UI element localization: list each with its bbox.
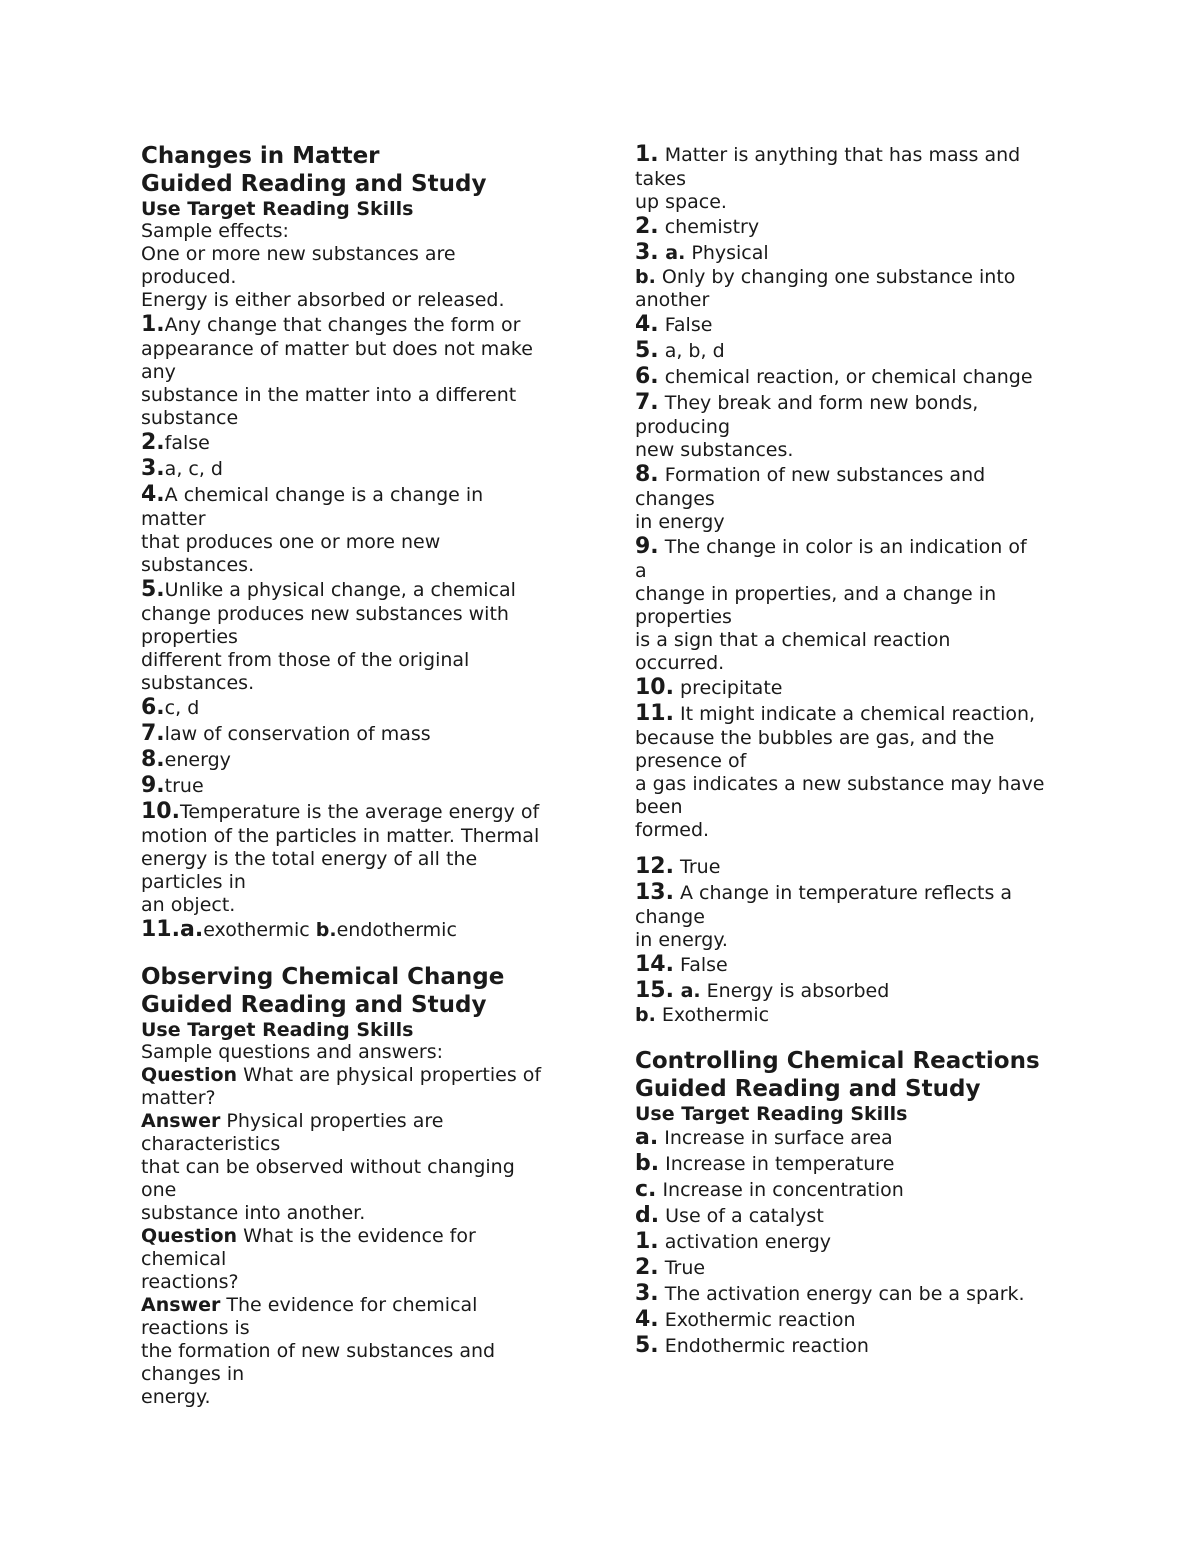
part-label: a.	[179, 917, 204, 942]
question-text: chemical	[141, 1248, 227, 1270]
answer-text: properties	[141, 626, 238, 648]
item-label: 1.	[635, 1229, 659, 1254]
answer-text: change in properties, and a change in	[635, 583, 997, 605]
answer-text: substance in the matter into a different	[141, 384, 517, 406]
answer-number: 11.	[635, 701, 674, 726]
part-label: b.	[635, 1004, 656, 1026]
answer-text: in energy	[635, 511, 725, 533]
section-title: Observing Chemical Change	[141, 964, 505, 990]
answer-label: Answer	[141, 1294, 221, 1316]
answer-text: that produces one or more new	[141, 531, 441, 553]
answer-number: 15.	[635, 978, 674, 1003]
answer-15	[635, 978, 1075, 1004]
answer-7	[141, 721, 581, 747]
skill-heading: Use Target Reading Skills	[635, 1103, 908, 1125]
answer-text: False	[673, 954, 728, 976]
item-text: Endothermic reaction	[658, 1335, 869, 1357]
item-label: 2.	[635, 1255, 659, 1280]
answer-text: true	[164, 775, 204, 797]
list-item	[635, 1255, 1075, 1281]
item-label: a.	[635, 1125, 659, 1150]
spacer	[635, 1027, 1075, 1047]
answer-text: Only by changing one substance into	[655, 266, 1016, 288]
section-title: Changes in Matter	[141, 143, 380, 169]
answer-text: Physical	[685, 242, 769, 264]
answer-text: c, d	[164, 697, 200, 719]
answer-text: Physical properties are	[220, 1110, 444, 1132]
answer-text: It might indicate a chemical reaction,	[673, 703, 1036, 725]
list-item	[635, 1333, 1075, 1359]
answer-text: that can be observed without changing	[141, 1156, 515, 1178]
answer-text: False	[658, 314, 713, 336]
question-label: Question	[141, 1064, 238, 1086]
answer-text: because the bubbles are gas, and the	[635, 727, 995, 749]
answer-12	[635, 854, 1075, 880]
answer-2	[141, 430, 581, 456]
item-text: Increase in temperature	[659, 1153, 895, 1175]
answer-6	[635, 364, 1075, 390]
answer-text: changes in	[141, 1363, 245, 1385]
skill-heading: Use Target Reading Skills	[141, 1019, 414, 1041]
item-text: Increase in surface area	[658, 1127, 893, 1149]
answer-text: occurred.	[635, 652, 725, 674]
answer-number: 4.	[635, 312, 659, 337]
item-text: Use of a catalyst	[659, 1205, 824, 1227]
item-text: Exothermic reaction	[658, 1309, 856, 1331]
question-text: What are physical properties of	[237, 1064, 542, 1086]
answer-text: precipitate	[673, 677, 783, 699]
answer-number: 6.	[141, 695, 165, 720]
intro-line: Sample effects:	[141, 220, 289, 242]
answer-4	[141, 482, 581, 508]
answer-text: They break and form new bonds,	[658, 392, 979, 414]
question-text: matter?	[141, 1087, 216, 1109]
list-item	[635, 1281, 1075, 1307]
answer-text: change produces new substances with	[141, 603, 509, 625]
answer-4	[635, 312, 1075, 338]
answer-number: 11.	[141, 917, 180, 942]
answer-number: 3.	[141, 456, 165, 481]
question-text: reactions?	[141, 1271, 239, 1293]
intro-line: Energy is either absorbed or released.	[141, 289, 505, 311]
answer-number: 7.	[635, 390, 659, 415]
item-label: c.	[635, 1177, 657, 1202]
part-label: b.	[315, 919, 337, 941]
answer-text: substances.	[141, 672, 255, 694]
answer-number: 9.	[635, 534, 659, 559]
list-item	[635, 1203, 1075, 1229]
answer-11	[141, 917, 581, 943]
intro-line: Sample questions and answers:	[141, 1041, 444, 1063]
answer-text: substance	[141, 407, 239, 429]
answer-text: substance into another.	[141, 1202, 366, 1224]
item-label: 5.	[635, 1333, 659, 1358]
answer-text: chemical reaction, or chemical change	[658, 366, 1033, 388]
answer-text: reactions is	[141, 1317, 250, 1339]
answer-text: any	[141, 361, 176, 383]
list-item	[635, 1151, 1075, 1177]
item-label: b.	[635, 1151, 660, 1176]
answer-text: Unlike a physical change, a chemical	[164, 579, 516, 601]
answer-9	[635, 534, 1075, 560]
answer-text: new substances.	[635, 439, 794, 461]
list-item	[635, 1177, 1075, 1203]
answer-text: characteristics	[141, 1133, 281, 1155]
answer-text: another	[635, 289, 710, 311]
answer-text: motion of the particles in matter. Thermal	[141, 825, 540, 847]
answer-text: up space.	[635, 191, 727, 213]
intro-line: produced.	[141, 266, 237, 288]
part-label: a.	[673, 980, 701, 1002]
answer-8	[141, 747, 581, 773]
answer-text: law of conservation of mass	[164, 723, 431, 745]
spacer	[141, 943, 581, 963]
answer-number: 8.	[141, 747, 165, 772]
answer-part-b	[635, 266, 1075, 289]
answer-7	[635, 390, 1075, 416]
section-title: Controlling Chemical Reactions	[635, 1048, 1040, 1074]
answer-number: 2.	[635, 214, 659, 239]
answer-text: an object.	[141, 894, 236, 916]
answer-text: a, c, d	[164, 458, 223, 480]
section-subtitle: Guided Reading and Study	[141, 992, 487, 1018]
answer-text: matter	[141, 508, 206, 530]
answer-3	[635, 240, 1075, 266]
item-text: The activation energy can be a spark.	[658, 1283, 1025, 1305]
answer-text: properties	[635, 606, 732, 628]
right-column	[635, 142, 1075, 1359]
answer-number: 8.	[635, 462, 659, 487]
answer-number: 4.	[141, 482, 165, 507]
item-text: Increase in concentration	[656, 1179, 904, 1201]
answer-number: 7.	[141, 721, 165, 746]
answer-text: formed.	[635, 819, 710, 841]
answer-11	[635, 701, 1075, 727]
answer-9	[141, 773, 581, 799]
list-item	[635, 1307, 1075, 1333]
answer-number: 14.	[635, 952, 674, 977]
answer-text: one	[141, 1179, 177, 1201]
question-label: Question	[141, 1225, 238, 1247]
part-label: a.	[658, 242, 686, 264]
answer-number: 6.	[635, 364, 659, 389]
intro-line: One or more new substances are	[141, 243, 456, 265]
part-label: b.	[635, 266, 656, 288]
answer-number: 1.	[635, 142, 659, 167]
answer-text: True	[673, 856, 721, 878]
answer-text: appearance of matter but does not make	[141, 338, 533, 360]
answer-10	[635, 675, 1075, 701]
item-label: 4.	[635, 1307, 659, 1332]
answer-2	[635, 214, 1075, 240]
answer-text: false	[164, 432, 210, 454]
question-line	[141, 1225, 581, 1248]
answer-text: Exothermic	[655, 1004, 770, 1026]
answer-text: presence of	[635, 750, 747, 772]
answer-text: exothermic	[203, 919, 316, 941]
answer-number: 10.	[635, 675, 674, 700]
answer-text: is a sign that a chemical reaction	[635, 629, 951, 651]
answer-text: The evidence for chemical	[220, 1294, 478, 1316]
answer-text: Formation of new substances and	[658, 464, 986, 486]
answer-text: energy.	[141, 1386, 211, 1408]
answer-number: 5.	[141, 577, 165, 602]
item-text: activation energy	[658, 1231, 832, 1253]
answer-line	[141, 1110, 581, 1133]
list-item	[635, 1229, 1075, 1255]
answer-text: changes	[635, 488, 715, 510]
item-label: d.	[635, 1203, 660, 1228]
answer-text: Temperature is the average energy of	[179, 801, 540, 823]
answer-text: energy	[164, 749, 231, 771]
question-text: What is the evidence for	[237, 1225, 476, 1247]
question-line	[141, 1064, 581, 1087]
answer-text: A chemical change is a change in	[164, 484, 484, 506]
answer-text: particles in	[141, 871, 246, 893]
answer-text: endothermic	[336, 919, 457, 941]
answer-14	[635, 952, 1075, 978]
left-column	[141, 142, 581, 1409]
answer-text: Matter is anything that has mass and	[658, 144, 1021, 166]
answer-1	[635, 142, 1075, 168]
answer-number: 1.	[141, 312, 165, 337]
item-text: True	[658, 1257, 706, 1279]
list-item	[635, 1125, 1075, 1151]
answer-number: 9.	[141, 773, 165, 798]
answer-5	[635, 338, 1075, 364]
answer-10	[141, 799, 581, 825]
answer-text: substances.	[141, 554, 255, 576]
answer-number: 5.	[635, 338, 659, 363]
answer-text: a	[635, 560, 647, 582]
answer-number: 12.	[635, 854, 674, 879]
answer-part-b	[635, 1004, 1075, 1027]
answer-5	[141, 577, 581, 603]
answer-text: in energy.	[635, 929, 728, 951]
answer-8	[635, 462, 1075, 488]
spacer	[635, 842, 1075, 854]
skill-heading: Use Target Reading Skills	[141, 198, 414, 220]
answer-text: a gas indicates a new substance may have	[635, 773, 1045, 795]
answer-number: 2.	[141, 430, 165, 455]
item-label: 3.	[635, 1281, 659, 1306]
answer-line	[141, 1294, 581, 1317]
answer-text: Energy is absorbed	[700, 980, 890, 1002]
answer-6	[141, 695, 581, 721]
section-subtitle: Guided Reading and Study	[141, 171, 487, 197]
answer-text: been	[635, 796, 683, 818]
answer-text: change	[635, 906, 705, 928]
answer-3	[141, 456, 581, 482]
answer-text: the formation of new substances and	[141, 1340, 496, 1362]
answer-text: The change in color is an indication of	[658, 536, 1027, 558]
answer-text: chemistry	[658, 216, 760, 238]
answer-13	[635, 880, 1075, 906]
answer-label: Answer	[141, 1110, 221, 1132]
answer-text: energy is the total energy of all the	[141, 848, 478, 870]
answer-text: takes	[635, 168, 687, 190]
answer-text: a, b, d	[658, 340, 725, 362]
answer-text: A change in temperature reflects a	[673, 882, 1013, 904]
answer-number: 3.	[635, 240, 659, 265]
answer-1	[141, 312, 581, 338]
answer-text: different from those of the original	[141, 649, 470, 671]
answer-text: producing	[635, 416, 731, 438]
answer-number: 13.	[635, 880, 674, 905]
answer-text: Any change that changes the form or	[164, 314, 521, 336]
section-subtitle: Guided Reading and Study	[635, 1076, 981, 1102]
answer-number: 10.	[141, 799, 180, 824]
